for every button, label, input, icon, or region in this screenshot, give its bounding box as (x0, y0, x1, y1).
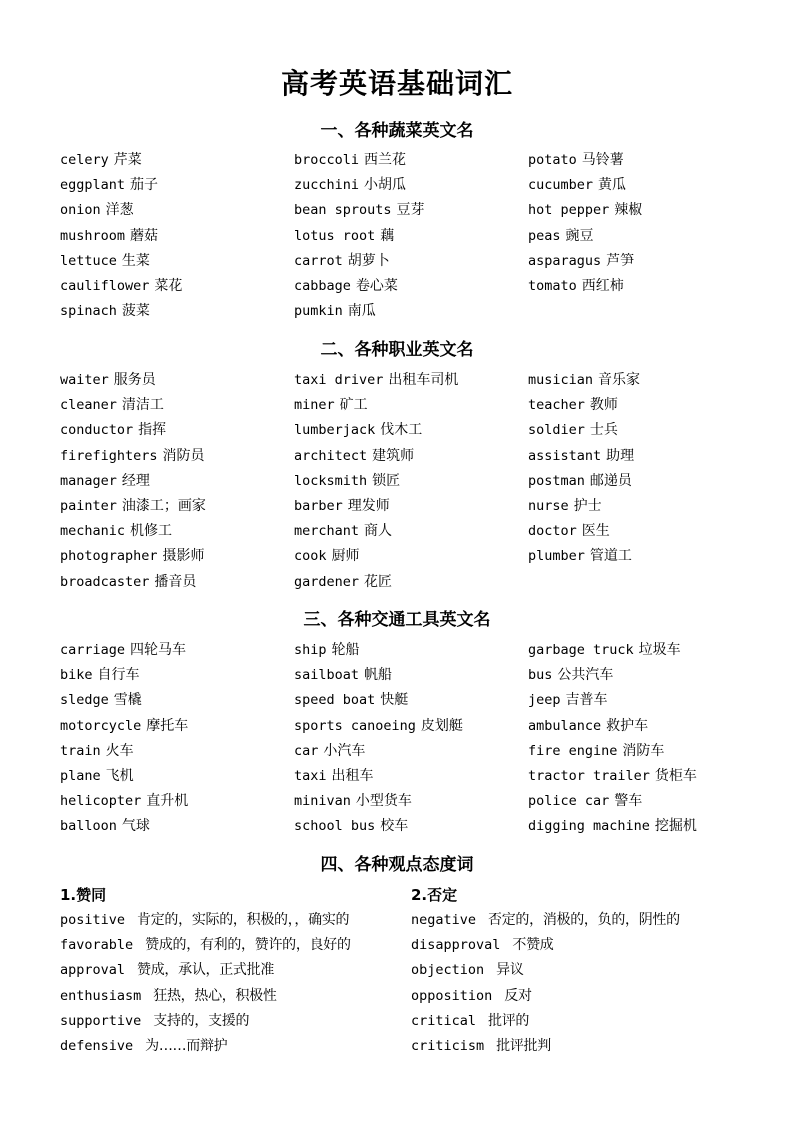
english-term: conductor (60, 422, 134, 439)
chinese-meaning: 公共汽车 (557, 667, 614, 684)
chinese-meaning: 护士 (573, 497, 602, 514)
vocab-entry (294, 148, 528, 173)
english-term: hot pepper (528, 202, 610, 219)
english-term: architect (294, 447, 368, 464)
vocab-entry (528, 544, 762, 569)
chinese-meaning: 否定的，消极的，负的，阴性的 (488, 912, 680, 928)
vocab-entry (528, 739, 762, 764)
vocab-entry (294, 764, 528, 789)
chinese-meaning: 货柜车 (654, 767, 697, 784)
english-term: disapproval (411, 937, 501, 954)
english-term: school bus (294, 818, 376, 835)
chinese-meaning: 飞机 (105, 767, 134, 784)
chinese-meaning: 音乐家 (598, 372, 641, 388)
vocab-entry (294, 198, 528, 223)
chinese-meaning: 指挥 (138, 422, 167, 439)
chinese-meaning: 厨师 (331, 548, 360, 565)
vocab-entry (528, 814, 762, 839)
english-term: approval (60, 962, 126, 979)
vocab-entry (294, 714, 528, 739)
english-term: mechanic (60, 523, 126, 540)
english-term: broadcaster (60, 573, 150, 590)
english-term: bean sprouts (294, 202, 392, 219)
section-heading-transport: 三、各种交通工具英文名 (303, 610, 491, 630)
english-term: taxi driver (294, 372, 384, 388)
chinese-meaning: 消防车 (622, 742, 665, 759)
english-term: favorable (60, 937, 134, 954)
english-term: car (294, 742, 319, 759)
english-term: balloon (60, 818, 117, 835)
chinese-meaning: 警车 (614, 793, 643, 810)
attitude-entry (411, 1034, 771, 1059)
english-term: cabbage (294, 277, 351, 294)
english-term: enthusiasm (60, 987, 142, 1004)
vocab-entry (294, 663, 528, 688)
english-term: cook (294, 548, 327, 565)
vocab-entry (60, 663, 294, 688)
english-term: carriage (60, 642, 126, 658)
vocab-entry (528, 519, 762, 544)
chinese-meaning: 辣椒 (614, 202, 643, 219)
attitude-entry (411, 958, 771, 983)
english-term: onion (60, 202, 101, 219)
vocab-entry (60, 173, 294, 198)
english-term: minivan (294, 793, 351, 810)
english-term: taxi (294, 767, 327, 784)
vocab-entry (528, 444, 762, 469)
chinese-meaning: 生菜 (121, 252, 150, 269)
chinese-meaning: 播音员 (154, 573, 197, 590)
english-term: celery (60, 152, 109, 168)
chinese-meaning: 赞成的，有利的，赞许的，良好的 (145, 937, 351, 954)
vocab-entry (294, 418, 528, 443)
vocab-entry (60, 444, 294, 469)
vocab-entry (528, 148, 762, 173)
english-term: lettuce (60, 252, 117, 269)
vocab-entry (294, 224, 528, 249)
english-term: broccoli (294, 152, 360, 168)
chinese-meaning: 批评的 (488, 1012, 530, 1029)
english-term: carrot (294, 252, 343, 269)
vocab-entry (528, 494, 762, 519)
chinese-meaning: 批评批判 (496, 1037, 551, 1054)
vocab-entry (294, 519, 528, 544)
english-term: defensive (60, 1037, 134, 1054)
chinese-meaning: 医生 (581, 523, 610, 540)
chinese-meaning: 马铃薯 (581, 152, 624, 168)
english-term: musician (528, 372, 594, 388)
attitude-entry (60, 933, 411, 958)
chinese-meaning: 豆芽 (396, 202, 425, 219)
chinese-meaning: 不赞成 (512, 937, 554, 954)
chinese-meaning: 锁匠 (372, 472, 401, 489)
chinese-meaning: 异议 (496, 962, 524, 979)
english-term: jeep (528, 692, 561, 709)
attitude-entry (411, 908, 771, 933)
english-term: mushroom (60, 227, 126, 244)
chinese-meaning: 菠菜 (121, 303, 150, 320)
chinese-meaning: 西兰花 (364, 152, 407, 168)
english-term: police car (528, 793, 610, 810)
chinese-meaning: 摄影师 (162, 548, 205, 565)
vocab-entry (60, 393, 294, 418)
chinese-meaning: 教师 (589, 397, 618, 414)
page-title: 高考英语基础词汇 (280, 67, 513, 100)
vocab-entry (528, 393, 762, 418)
english-term: spinach (60, 303, 117, 320)
chinese-meaning: 四轮马车 (130, 642, 187, 658)
chinese-meaning: 伐木工 (380, 422, 423, 439)
vocab-entry (60, 249, 294, 274)
english-term: postman (528, 472, 585, 489)
attitude-grid (60, 882, 771, 1059)
vocab-entry (60, 368, 294, 393)
english-term: assistant (528, 447, 602, 464)
chinese-meaning: 反对 (504, 987, 532, 1004)
chinese-meaning: 消防员 (162, 447, 205, 464)
english-term: eggplant (60, 177, 126, 194)
vocab-entry (528, 224, 762, 249)
english-term: cleaner (60, 397, 117, 414)
chinese-meaning: 蘑菇 (130, 227, 159, 244)
english-term: negative (411, 912, 477, 928)
chinese-meaning: 黄瓜 (598, 177, 627, 194)
attitude-entry (411, 933, 771, 958)
english-term: soldier (528, 422, 585, 439)
attitude-group-label: 1.赞同 (60, 886, 107, 904)
attitude-group (411, 882, 771, 1059)
chinese-meaning: 垃圾车 (638, 642, 681, 658)
chinese-meaning: 校车 (380, 818, 409, 835)
english-term: lumberjack (294, 422, 376, 439)
chinese-meaning: 出租车 (331, 767, 374, 784)
chinese-meaning: 皮划艇 (420, 717, 463, 734)
chinese-meaning: 肯定的，实际的，积极的，，确实的 (137, 912, 350, 928)
english-term: criticism (411, 1037, 485, 1054)
vocab-entry (60, 789, 294, 814)
vocab-entry (294, 368, 528, 393)
vocab-grid-transport (60, 638, 762, 840)
english-term: tomato (528, 277, 577, 294)
chinese-meaning: 出租车司机 (388, 372, 459, 388)
vocab-entry (528, 638, 762, 663)
vocab-entry (60, 418, 294, 443)
chinese-meaning: 理发师 (347, 497, 390, 514)
chinese-meaning: 邮递员 (589, 472, 632, 489)
attitude-entry (411, 1009, 771, 1034)
vocab-entry (294, 173, 528, 198)
vocab-entry (60, 469, 294, 494)
vocab-entry (528, 764, 762, 789)
vocab-entry (294, 274, 528, 299)
vocab-grid-occupations (60, 368, 762, 595)
vocab-entry (60, 299, 294, 324)
vocab-entry (60, 148, 294, 173)
english-term: lotus root (294, 227, 376, 244)
vocab-entry (294, 299, 528, 324)
english-term: train (60, 742, 101, 759)
chinese-meaning: 为……而辩护 (145, 1037, 228, 1054)
vocab-entry (528, 789, 762, 814)
vocab-entry (60, 814, 294, 839)
attitude-entry (60, 984, 411, 1009)
chinese-meaning: 花匠 (364, 573, 393, 590)
chinese-meaning: 矿工 (339, 397, 368, 414)
vocab-entry (294, 739, 528, 764)
vocab-entry (60, 198, 294, 223)
chinese-meaning: 士兵 (589, 422, 618, 439)
english-term: barber (294, 497, 343, 514)
english-term: bus (528, 667, 553, 684)
chinese-meaning: 轮船 (331, 642, 360, 658)
vocab-entry (294, 789, 528, 814)
vocab-entry (294, 638, 528, 663)
vocab-entry (60, 274, 294, 299)
attitude-group (60, 882, 411, 1059)
vocab-entry (528, 418, 762, 443)
chinese-meaning: 洋葱 (105, 202, 134, 219)
vocab-entry (60, 519, 294, 544)
chinese-meaning: 小胡瓜 (364, 177, 407, 194)
english-term: tractor trailer (528, 767, 650, 784)
chinese-meaning: 快艇 (380, 692, 409, 709)
attitude-entry (60, 1009, 411, 1034)
vocab-entry (528, 249, 762, 274)
english-term: merchant (294, 523, 360, 540)
english-term: motorcycle (60, 717, 142, 734)
chinese-meaning: 清洁工 (121, 397, 164, 414)
english-term: plumber (528, 548, 585, 565)
vocab-entry (528, 299, 762, 324)
english-term: objection (411, 962, 485, 979)
chinese-meaning: 茄子 (130, 177, 159, 194)
attitude-entry (411, 984, 771, 1009)
english-term: firefighters (60, 447, 158, 464)
chinese-meaning: 芦笋 (606, 252, 635, 269)
english-term: gardener (294, 573, 360, 590)
chinese-meaning: 雪橇 (113, 692, 142, 709)
chinese-meaning: 豌豆 (565, 227, 594, 244)
english-term: helicopter (60, 793, 142, 810)
vocab-entry (294, 688, 528, 713)
english-term: doctor (528, 523, 577, 540)
chinese-meaning: 小型货车 (355, 793, 412, 810)
chinese-meaning: 服务员 (113, 372, 156, 388)
english-term: digging machine (528, 818, 650, 835)
english-term: zucchini (294, 177, 360, 194)
vocab-entry (60, 544, 294, 569)
vocab-entry (60, 739, 294, 764)
attitude-entry (60, 908, 411, 933)
vocab-entry (294, 570, 528, 595)
chinese-meaning: 芹菜 (113, 152, 142, 168)
attitude-entry (60, 1034, 411, 1059)
vocab-entry (60, 570, 294, 595)
vocab-entry (528, 198, 762, 223)
chinese-meaning: 助理 (606, 447, 635, 464)
english-term: opposition (411, 987, 493, 1004)
chinese-meaning: 经理 (121, 472, 150, 489)
chinese-meaning: 赞成，承认，正式批准 (137, 962, 275, 979)
english-term: garbage truck (528, 642, 634, 658)
attitude-entry (60, 958, 411, 983)
chinese-meaning: 挖掘机 (654, 818, 697, 835)
section-heading-vegetables: 一、各种蔬菜英文名 (320, 121, 474, 141)
vocab-entry (528, 688, 762, 713)
vocab-entry (294, 393, 528, 418)
english-term: sailboat (294, 667, 360, 684)
chinese-meaning: 商人 (364, 523, 393, 540)
english-term: nurse (528, 497, 569, 514)
english-term: ship (294, 642, 327, 658)
english-term: sledge (60, 692, 109, 709)
english-term: miner (294, 397, 335, 414)
vocab-entry (528, 173, 762, 198)
vocab-entry (528, 570, 762, 595)
vocab-entry (294, 814, 528, 839)
chinese-meaning: 建筑师 (372, 447, 415, 464)
english-term: manager (60, 472, 117, 489)
chinese-meaning: 卷心菜 (355, 277, 398, 294)
vocab-entry (294, 444, 528, 469)
chinese-meaning: 机修工 (130, 523, 173, 540)
vocab-entry (294, 469, 528, 494)
english-term: bike (60, 667, 93, 684)
chinese-meaning: 狂热，热心，积极性 (153, 987, 277, 1004)
chinese-meaning: 管道工 (589, 548, 632, 565)
vocab-entry (294, 249, 528, 274)
chinese-meaning: 胡萝卜 (347, 252, 390, 269)
chinese-meaning: 藕 (380, 227, 395, 244)
chinese-meaning: 支持的，支援的 (153, 1012, 250, 1029)
vocab-entry (294, 494, 528, 519)
english-term: photographer (60, 548, 158, 565)
vocab-grid-vegetables (60, 148, 762, 324)
english-term: waiter (60, 372, 109, 388)
english-term: cauliflower (60, 277, 150, 294)
english-term: plane (60, 767, 101, 784)
chinese-meaning: 帆船 (364, 667, 393, 684)
chinese-meaning: 西红柿 (581, 277, 624, 294)
english-term: asparagus (528, 252, 602, 269)
chinese-meaning: 直升机 (146, 793, 189, 810)
chinese-meaning: 火车 (105, 742, 134, 759)
english-term: sports canoeing (294, 717, 416, 734)
vocab-entry (528, 469, 762, 494)
vocab-entry (60, 688, 294, 713)
english-term: potato (528, 152, 577, 168)
english-term: peas (528, 227, 561, 244)
chinese-meaning: 小汽车 (323, 742, 366, 759)
vocab-entry (60, 494, 294, 519)
english-term: critical (411, 1012, 477, 1029)
vocab-entry (60, 224, 294, 249)
vocab-entry (60, 714, 294, 739)
vocab-entry (528, 663, 762, 688)
english-term: ambulance (528, 717, 602, 734)
vocab-entry (60, 764, 294, 789)
english-term: locksmith (294, 472, 368, 489)
english-term: painter (60, 497, 117, 514)
english-term: cucumber (528, 177, 594, 194)
vocab-entry (528, 714, 762, 739)
chinese-meaning: 摩托车 (146, 717, 189, 734)
chinese-meaning: 自行车 (97, 667, 140, 684)
chinese-meaning: 气球 (121, 818, 150, 835)
english-term: fire engine (528, 742, 618, 759)
chinese-meaning: 菜花 (154, 277, 183, 294)
chinese-meaning: 救护车 (606, 717, 649, 734)
english-term: positive (60, 912, 126, 928)
chinese-meaning: 油漆工；画家 (121, 497, 206, 514)
chinese-meaning: 南瓜 (347, 303, 376, 320)
section-heading-occupations: 二、各种职业英文名 (320, 340, 474, 360)
english-term: pumkin (294, 303, 343, 320)
vocab-entry (528, 274, 762, 299)
section-heading-attitude: 四、各种观点态度词 (320, 855, 474, 875)
english-term: supportive (60, 1012, 142, 1029)
vocab-entry (294, 544, 528, 569)
attitude-group-label: 2.否定 (411, 886, 458, 904)
vocab-entry (528, 368, 762, 393)
english-term: teacher (528, 397, 585, 414)
vocab-entry (60, 638, 294, 663)
chinese-meaning: 吉普车 (565, 692, 608, 709)
english-term: speed boat (294, 692, 376, 709)
